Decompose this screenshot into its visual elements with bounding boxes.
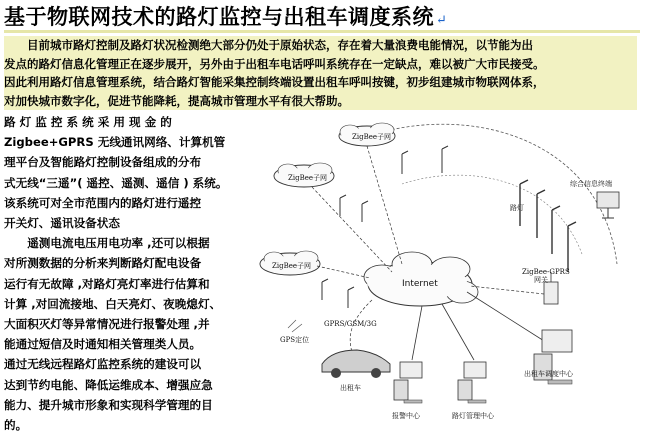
zigbee-cloud-low	[260, 251, 320, 275]
alarm-center-label: 报警中心	[392, 412, 420, 420]
streetlight-icon	[442, 146, 448, 173]
coverage-arc-inner	[402, 175, 582, 254]
gprs-label: GPRS/GSM/3G	[324, 320, 377, 328]
zigbee-cloud-top	[339, 123, 395, 146]
streetlight-center-computer-icon	[458, 362, 486, 403]
intro-paragraph	[4, 36, 637, 110]
body-line: 计算 ,对回流接地、白天亮灯、夜晚熄灯、	[4, 296, 222, 311]
gps-label: GPS定位	[280, 336, 310, 344]
body-line: 式无线“三遥”( 遥控、遥测、遥信 ) 系统。	[4, 175, 228, 190]
title-highlight-bar	[4, 30, 640, 33]
streetlight-icon	[402, 151, 408, 174]
taxi-label: 出租车	[340, 384, 361, 392]
gateway-label-line2: 网关	[534, 276, 548, 284]
alarm-center-computer-icon	[394, 362, 422, 403]
body-line: 通过无线远程路灯监控系统的建设可以	[4, 357, 202, 372]
body-line: 的。	[4, 418, 28, 433]
architecture-diagram	[252, 114, 642, 430]
body-line: 对所测数据的分析来判断路灯配电设备	[4, 256, 202, 271]
body-line: Zigbee+GPRS 无线通讯网络、计算机管	[4, 135, 226, 150]
streetlight-center-label: 路灯管理中心	[452, 412, 494, 420]
zigbee-mid-label: ZigBee子网	[288, 174, 328, 182]
streetlight-icon	[520, 180, 528, 226]
info-terminal-icon	[597, 192, 619, 218]
body-line: 大面积灭灯等异常情况进行报警处理 ,并	[4, 317, 210, 332]
streetlight-icon	[340, 195, 346, 216]
internet-label: Internet	[402, 279, 438, 289]
body-line: 达到节约电能、降低运维成本、增强应急	[4, 377, 213, 392]
gps-signal-icon	[288, 320, 302, 332]
document-title	[4, 1, 644, 31]
zigbee-cloud-mid	[274, 163, 334, 187]
body-line: 运行有无故障 ,对路灯亮灯率进行估算和	[4, 276, 210, 291]
body-line: 开关灯、遥讯设备状态	[4, 216, 120, 231]
document-title-text: 基于物联网技术的路灯监控与出租车调度系统	[4, 4, 434, 29]
intro-line: 目前城市路灯控制及路灯状况检测绝大部分仍处于原始状态，存在着大量浪费电能情况，以节能为出	[4, 38, 533, 52]
intro-line: 发点的路灯信息化管理正在逐步展开，另外由于出租车电话呼叫系统存在一定缺点，难以被广大市民接受。	[4, 56, 545, 71]
zigbee-low-label: ZigBee子网	[272, 262, 312, 270]
body-text-column	[4, 112, 240, 435]
paragraph-mark-icon: ↵	[436, 13, 448, 28]
streetlight-icon	[568, 222, 576, 272]
body-line: 理平台及智能路灯控制设备组成的分布	[4, 155, 202, 170]
body-line: 路 灯 监 控 系 统 采 用 现 金 的	[4, 115, 172, 129]
streetlight-icon	[348, 287, 354, 308]
intro-line: 因此利用路灯信息管理系统，结合路灯智能采集控制终端设置出租车呼叫按键，初步组建城市物联网体系，	[4, 75, 545, 90]
body-line: 遥测电流电压用电功率 ,还可以根据	[4, 236, 210, 251]
body-line: 该系统可对全市范围内的路灯进行遥控	[4, 195, 202, 210]
gateway-label-line1: ZigBee-GPRS	[522, 268, 570, 276]
taxi-car-icon	[322, 350, 390, 378]
dispatch-center-label: 出租车调度中心	[524, 370, 573, 378]
streetlight-icon	[322, 279, 328, 300]
streetlight-icon	[362, 201, 368, 222]
zigbee-top-label: ZigBee子网	[352, 133, 392, 141]
coverage-arc	[382, 124, 617, 264]
intro-line: 对加快城市数字化，促进节能降耗，提高城市管理水平有很大帮助。	[4, 93, 349, 108]
streetlight-icon	[537, 190, 545, 238]
streetlight-label: 路灯	[510, 204, 524, 212]
body-line: 能力、提升城市形象和实现科学管理的目	[4, 397, 213, 412]
info-terminal-label: 综合信息终端	[570, 180, 612, 188]
body-line: 能通过短信及时通知相关管理类人员。	[4, 337, 202, 352]
streetlight-icon	[552, 206, 560, 254]
system-architecture-figure	[252, 114, 642, 430]
